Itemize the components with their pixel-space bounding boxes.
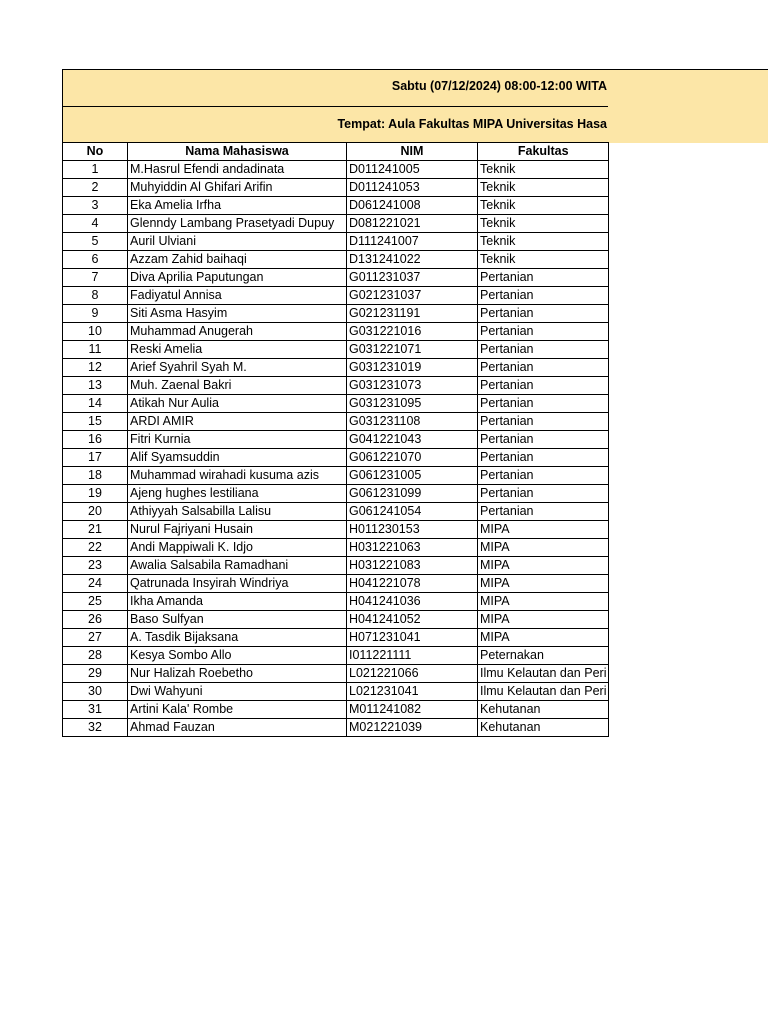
row-no: 12 [63, 359, 128, 377]
table-row [63, 449, 609, 467]
student-nim: H071231041 [347, 629, 478, 647]
student-name: Muhammad Anugerah [128, 323, 347, 341]
student-faculty: Pertanian [478, 431, 609, 449]
student-faculty: Pertanian [478, 413, 609, 431]
table-row [63, 539, 609, 557]
student-nim: H041241052 [347, 611, 478, 629]
row-no: 8 [63, 287, 128, 305]
student-nim: G031231019 [347, 359, 478, 377]
table-row [63, 503, 609, 521]
student-nim: G031221016 [347, 323, 478, 341]
student-faculty: MIPA [478, 575, 609, 593]
student-nim: D011241053 [347, 179, 478, 197]
student-faculty: MIPA [478, 539, 609, 557]
student-name: Eka Amelia Irfha [128, 197, 347, 215]
student-name: Glenndy Lambang Prasetyadi Dupuy [128, 215, 347, 233]
student-nim: D111241007 [347, 233, 478, 251]
table-row [63, 647, 609, 665]
table-row [63, 701, 609, 719]
student-nim: G031231073 [347, 377, 478, 395]
row-no: 21 [63, 521, 128, 539]
student-faculty: Teknik [478, 197, 609, 215]
row-no: 29 [63, 665, 128, 683]
student-nim: G061241054 [347, 503, 478, 521]
row-no: 30 [63, 683, 128, 701]
row-no: 1 [63, 161, 128, 179]
student-faculty: Teknik [478, 251, 609, 269]
student-faculty: Pertanian [478, 377, 609, 395]
table-body [63, 161, 609, 737]
student-name: Dwi Wahyuni [128, 683, 347, 701]
table-row [63, 575, 609, 593]
row-no: 4 [63, 215, 128, 233]
row-no: 27 [63, 629, 128, 647]
row-no: 15 [63, 413, 128, 431]
student-nim: G011231037 [347, 269, 478, 287]
band-divider [62, 106, 608, 107]
student-name: Arief Syahril Syah M. [128, 359, 347, 377]
row-no: 22 [63, 539, 128, 557]
row-no: 32 [63, 719, 128, 737]
student-table [62, 142, 609, 737]
table-row [63, 557, 609, 575]
student-name: Siti Asma Hasyim [128, 305, 347, 323]
row-no: 13 [63, 377, 128, 395]
student-name: Diva Aprilia Paputungan [128, 269, 347, 287]
student-name: Qatrunada Insyirah Windriya [128, 575, 347, 593]
row-no: 23 [63, 557, 128, 575]
table-row [63, 215, 609, 233]
table-row [63, 305, 609, 323]
row-no: 7 [63, 269, 128, 287]
student-nim: G061221070 [347, 449, 478, 467]
table-row [63, 179, 609, 197]
table-row [63, 197, 609, 215]
student-nim: G041221043 [347, 431, 478, 449]
student-nim: M021221039 [347, 719, 478, 737]
row-no: 28 [63, 647, 128, 665]
student-name: Muhyiddin Al Ghifari Arifin [128, 179, 347, 197]
row-no: 6 [63, 251, 128, 269]
student-faculty: MIPA [478, 611, 609, 629]
header-fakultas: Fakultas [478, 143, 609, 161]
student-faculty: Pertanian [478, 323, 609, 341]
student-name: Nurul Fajriyani Husain [128, 521, 347, 539]
header-nama: Nama Mahasiswa [128, 143, 347, 161]
student-faculty: Pertanian [478, 269, 609, 287]
header-nim: NIM [347, 143, 478, 161]
student-faculty: Teknik [478, 161, 609, 179]
student-faculty: Peternakan [478, 647, 609, 665]
student-name: ARDI AMIR [128, 413, 347, 431]
student-nim: G031231095 [347, 395, 478, 413]
student-faculty: Pertanian [478, 503, 609, 521]
student-nim: L021231041 [347, 683, 478, 701]
student-nim: H031221063 [347, 539, 478, 557]
table-row [63, 719, 609, 737]
student-nim: D131241022 [347, 251, 478, 269]
student-faculty: MIPA [478, 557, 609, 575]
student-nim: H041241036 [347, 593, 478, 611]
student-faculty: Pertanian [478, 305, 609, 323]
schedule-text: Sabtu (07/12/2024) 08:00-12:00 WITA [391, 79, 607, 93]
student-name: Nur Halizah Roebetho [128, 665, 347, 683]
table-row [63, 629, 609, 647]
student-nim: D011241005 [347, 161, 478, 179]
row-no: 2 [63, 179, 128, 197]
student-name: Fadiyatul Annisa [128, 287, 347, 305]
student-name: Ajeng hughes lestiliana [128, 485, 347, 503]
student-faculty: Pertanian [478, 449, 609, 467]
table-row [63, 341, 609, 359]
student-nim: I011221111 [347, 647, 478, 665]
student-nim: G021231037 [347, 287, 478, 305]
student-faculty: Pertanian [478, 341, 609, 359]
student-nim: H041221078 [347, 575, 478, 593]
table-row [63, 287, 609, 305]
student-name: M.Hasrul Efendi andadinata [128, 161, 347, 179]
row-no: 10 [63, 323, 128, 341]
student-name: Muh. Zaenal Bakri [128, 377, 347, 395]
student-name: Kesya Sombo Allo [128, 647, 347, 665]
table-row [63, 233, 609, 251]
student-nim: G061231099 [347, 485, 478, 503]
table-row [63, 521, 609, 539]
row-no: 9 [63, 305, 128, 323]
student-name: Azzam Zahid baihaqi [128, 251, 347, 269]
table-row [63, 359, 609, 377]
row-no: 26 [63, 611, 128, 629]
table-row [63, 161, 609, 179]
student-name: Baso Sulfyan [128, 611, 347, 629]
row-no: 31 [63, 701, 128, 719]
table-header-row [63, 143, 609, 161]
student-nim: D061241008 [347, 197, 478, 215]
student-nim: G031221071 [347, 341, 478, 359]
student-faculty: MIPA [478, 629, 609, 647]
student-faculty: Kehutanan [478, 701, 609, 719]
student-name: Awalia Salsabila Ramadhani [128, 557, 347, 575]
header-no: No [63, 143, 128, 161]
student-faculty: Ilmu Kelautan dan Peri [478, 683, 609, 701]
student-nim: G061231005 [347, 467, 478, 485]
student-faculty: Teknik [478, 233, 609, 251]
table-row [63, 269, 609, 287]
student-nim: G021231191 [347, 305, 478, 323]
student-nim: L021221066 [347, 665, 478, 683]
table-row [63, 683, 609, 701]
student-name: Atikah Nur Aulia [128, 395, 347, 413]
table-row [63, 377, 609, 395]
row-no: 16 [63, 431, 128, 449]
row-no: 11 [63, 341, 128, 359]
student-name: Athiyyah Salsabilla Lalisu [128, 503, 347, 521]
row-no: 17 [63, 449, 128, 467]
row-no: 14 [63, 395, 128, 413]
student-name: Ikha Amanda [128, 593, 347, 611]
student-faculty: Pertanian [478, 467, 609, 485]
table-row [63, 665, 609, 683]
student-nim: M011241082 [347, 701, 478, 719]
row-no: 3 [63, 197, 128, 215]
student-faculty: MIPA [478, 593, 609, 611]
table-row [63, 395, 609, 413]
student-nim: H031221083 [347, 557, 478, 575]
row-no: 25 [63, 593, 128, 611]
student-name: Ahmad Fauzan [128, 719, 347, 737]
row-no: 5 [63, 233, 128, 251]
table-row [63, 323, 609, 341]
table-row [63, 611, 609, 629]
table-row [63, 467, 609, 485]
student-faculty: Teknik [478, 179, 609, 197]
student-name: Artini Kala' Rombe [128, 701, 347, 719]
table-row [63, 413, 609, 431]
row-no: 20 [63, 503, 128, 521]
row-no: 19 [63, 485, 128, 503]
student-faculty: Teknik [478, 215, 609, 233]
student-faculty: Ilmu Kelautan dan Peri [478, 665, 609, 683]
student-name: Andi Mappiwali K. Idjo [128, 539, 347, 557]
table-row [63, 431, 609, 449]
table-row [63, 593, 609, 611]
student-faculty: Pertanian [478, 395, 609, 413]
student-name: Auril Ulviani [128, 233, 347, 251]
table-row [63, 251, 609, 269]
student-faculty: Pertanian [478, 485, 609, 503]
place-text: Tempat: Aula Fakultas MIPA Universitas Hasa [337, 117, 607, 131]
table-row [63, 485, 609, 503]
row-no: 18 [63, 467, 128, 485]
student-faculty: Pertanian [478, 359, 609, 377]
student-faculty: MIPA [478, 521, 609, 539]
student-name: Muhammad wirahadi kusuma azis [128, 467, 347, 485]
student-name: Alif Syamsuddin [128, 449, 347, 467]
student-name: Fitri Kurnia [128, 431, 347, 449]
student-nim: D081221021 [347, 215, 478, 233]
row-no: 24 [63, 575, 128, 593]
student-nim: H011230153 [347, 521, 478, 539]
student-faculty: Pertanian [478, 287, 609, 305]
student-nim: G031231108 [347, 413, 478, 431]
student-faculty: Kehutanan [478, 719, 609, 737]
student-name: A. Tasdik Bijaksana [128, 629, 347, 647]
student-name: Reski Amelia [128, 341, 347, 359]
